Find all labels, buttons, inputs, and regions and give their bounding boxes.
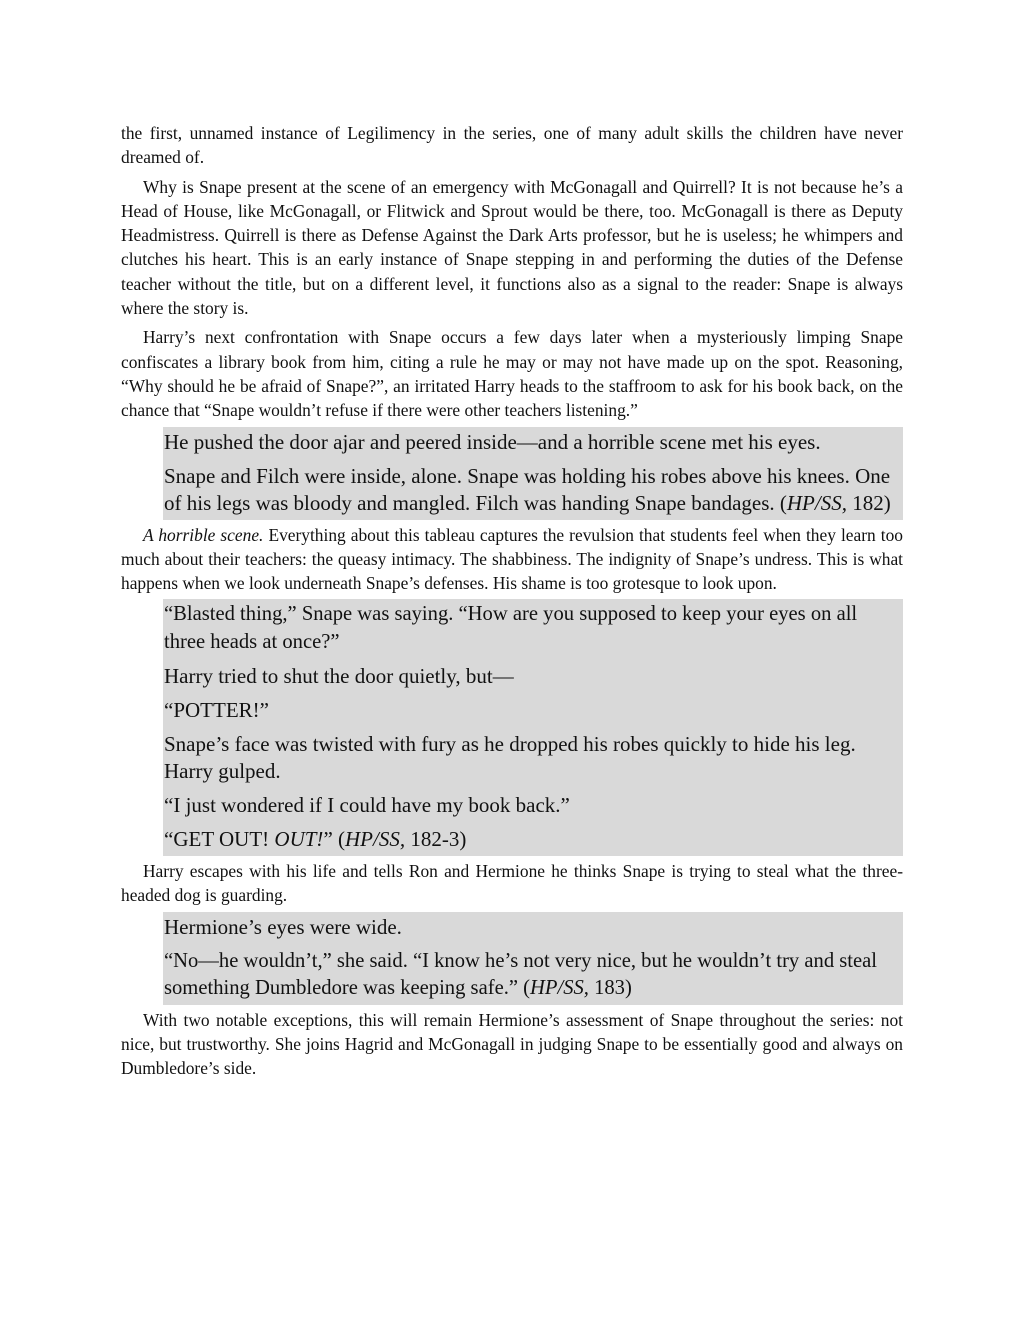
paragraph-exceptions: With two notable exceptions, this will remain Hermione’s assessment of Snape throughout the series: not nice, but trustworthy. She joins Hagrid and McGonagall in judging Snape to be essentially good and always on Dumbledore’s side. [121, 1009, 903, 1079]
quote-line: “I just wondered if I could have my book back.” [164, 793, 570, 818]
quote-line: “POTTER!” [164, 697, 269, 722]
citation-title: HP/SS, [786, 491, 847, 516]
block-quote-hermione [163, 912, 903, 1005]
citation-title: HP/SS, [345, 827, 406, 852]
quote-line: Harry tried to shut the door quietly, but— [164, 663, 514, 688]
block-quote-blasted-thing [163, 599, 903, 856]
quote-line: “GET OUT! OUT!” (HP/SS, 182-3) [164, 827, 467, 852]
quote-line: “Blasted thing,” Snape was saying. “How are you supposed to keep your eyes on all three heads at once?” [164, 603, 858, 653]
book-page [121, 121, 903, 1080]
paragraph-legilimency: the first, unnamed instance of Legilimency in the series, one of many adult skills the children have never dreamed of. [121, 123, 903, 168]
paragraph-harry-escapes: Harry escapes with his life and tells Ron and Hermione he thinks Snape is trying to steal what the three-headed dog is guarding. [121, 860, 903, 906]
paragraph-snape-present: Why is Snape present at the scene of an emergency with McGonagall and Quirrell? It is not because he’s a Head of House, like McGonagall, or Flitwick and Sprout would be there, too. McGonagall is there as Deputy Headmistress. Quirrell is there as Defense Against the Dark Arts professor, but he is useless; he whimpers and clutches his heart. This is an early instance of Snape stepping in and performing the duties of the Defense teacher without the title, but on a different level, it functions also as a signal to the reader: Snape is always where the story is. [121, 176, 903, 319]
block-quote-staffroom [163, 427, 903, 520]
emphasis-lead: A horrible scene. [143, 524, 264, 545]
quote-line: He pushed the door ajar and peered inside—and a horrible scene met his eyes. [164, 429, 821, 454]
quote-line: “No—he wouldn’t,” she said. “I know he’s not very nice, but he wouldn’t try and steal something Dumbledore was keeping safe.” (HP/SS, 183) [164, 949, 877, 1000]
quote-line: Snape and Filch were inside, alone. Snape was holding his robes above his knees. One of his legs was bloody and mangled. Filch was handing Snape bandages. (HP/SS, 182) [164, 463, 891, 516]
paragraph-horrible-scene: A horrible scene. Everything about this tableau captures the revulsion that students feel when they learn too much about their teachers: the queasy intimacy. The shabbiness. The indignity of Snape’s undress. This is what happens when we look underneath Snape’s defenses. His shame is too grotesque to look upon. [121, 524, 903, 594]
paragraph-confrontation: Harry’s next confrontation with Snape occurs a few days later when a mysteriously limping Snape confiscates a library book from him, citing a rule he may or may not have made up on the spot. Reasoning, “Why should he be afraid of Snape?”, an irritated Harry heads to the staffroom to ask for his book back, on the chance that “Snape wouldn’t refuse if there were other teachers listening.” [121, 327, 903, 421]
citation-title: HP/SS, [530, 977, 589, 1000]
quote-line: Snape’s face was twisted with fury as he dropped his robes quickly to hide his leg. Harry gulped. [164, 731, 856, 784]
quote-line: Hermione’s eyes were wide. [164, 914, 402, 939]
